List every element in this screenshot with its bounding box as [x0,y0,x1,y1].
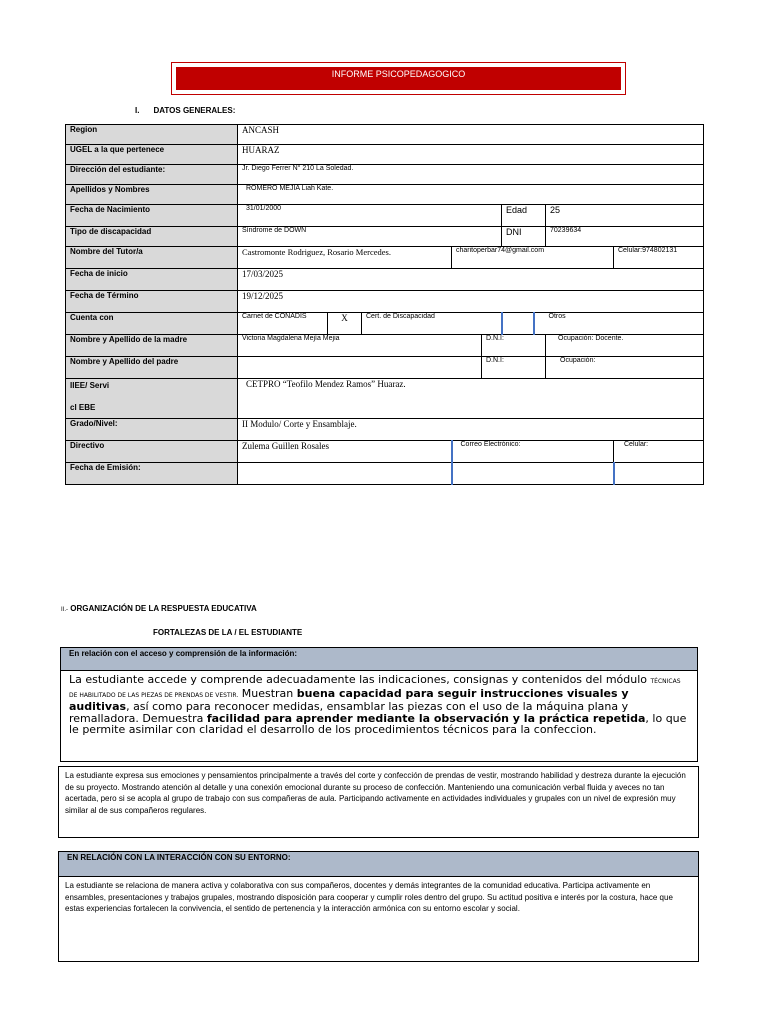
row-nacimiento: Fecha de Nacimiento 31/01/2000 Edad 25 [66,205,704,227]
row-directivo: Directivo Zulema Guillen Rosales Correo Electrónico: Celular: [66,441,704,463]
row-nombres: Apellidos y Nombres ROMERO MEJIA Liah Kate. [66,185,704,205]
section-1-heading: I. DATOS GENERALES: [135,106,236,115]
report-title-banner [171,62,626,95]
row-madre: Nombre y Apellido de la madre Victoria Magdalena Mejía Mejia D.N.I: Ocupación: Docente. [66,335,704,357]
acceso-header: En relación con el acceso y comprensión de la información: [60,647,698,671]
row-emision: Fecha de Emisión: [66,463,704,485]
row-grado: Grado/Nivel: II Modulo/ Corte y Ensamblaje. [66,419,704,441]
row-padre: Nombre y Apellido del padre D.N.I: Ocupación: [66,357,704,379]
acceso-text: La estudiante accede y comprende adecuadamente las indicaciones, consignas y contenidos del módulo TÉCNICAS DE HABILITADO DE LAS PIEZAS DE PRENDAS DE VESTIR. Muestran buena capacidad para seguir instrucciones visuales y auditivas, así como para reconocer medidas, ensamblar las piezas con el uso de la máquina plana y remalladora. Demuestra facilidad para aprender mediante la observación y la práctica repetida, lo que le permite asimilar con claridad el desarrollo de los procedimientos técnicos para la confeccion. [60,670,698,762]
section-2-heading: II.- ORGANIZACIÓN DE LA RESPUESTA EDUCATIVA [61,604,257,613]
fortalezas-heading: FORTALEZAS DE LA / EL ESTUDIANTE [153,628,303,637]
row-inicio: Fecha de inicio 17/03/2025 [66,269,704,291]
row-discapacidad: Tipo de discapacidad Síndrome de DOWN DNI 70239634 [66,227,704,247]
row-termino: Fecha de Término 19/12/2025 [66,291,704,313]
row-region: Region ANCASH [66,125,704,145]
row-tutor: Nombre del Tutor/a Castromonte Rodriguez, Rosario Mercedes. charitoperbar74@gmail.com Celular:974802131 [66,247,704,269]
row-iiee: IIEE/ Servi cl EBE CETPRO “Teofilo Mendez Ramos” Huaraz. [66,379,704,419]
expresion-text: La estudiante expresa sus emociones y pensamientos principalmente a través del corte y confección de prendas de vestir, mostrando habilidad y destreza durante la ejecución de su proyecto. Mostrando atención al detalle y una conexión emocional durante su proceso de confección. Manteniendo una comunicación verbal fluida y aveces no tan acertada, pero si se acopla al grupo de trabajo con sus compañeras de aula. Participando activamente en actividades individuales y grupales con un nivel de expresión muy similar al de sus compañeros regulares. [58,766,699,838]
row-ugel: UGEL a la que pertenece HUARAZ [66,145,704,165]
interaccion-header: EN RELACIÓN CON LA INTERACCIÓN CON SU ENTORNO: [58,851,699,877]
row-cuenta: Cuenta con Carnet de CONADIS X Cert. de Discapacidad Otros [66,313,704,335]
conadis-mark: X [328,313,362,335]
interaccion-text: La estudiante se relaciona de manera activa y colaborativa con sus compañeros, docentes y demás integrantes de la comunidad educativa. Participa activamente en ensambles, presentaciones y trabajos grupales, mostrando disposición para cooperar y cumplir roles dentro del grupo. Su actitud positiva e interés por la costura, hace que estas experiencias fortalecen la convivencia, el sentido de pertenencia y la interacción armónica con su entorno escolar y social. [58,876,699,962]
general-data-table [65,124,704,485]
cert-checkbox [502,313,534,335]
report-title: INFORME PSICOPEDAGOGICO [176,67,621,90]
row-direccion: Dirección del estudiante: Jr. Diego Ferrer N° 210 La Soledad. [66,165,704,185]
